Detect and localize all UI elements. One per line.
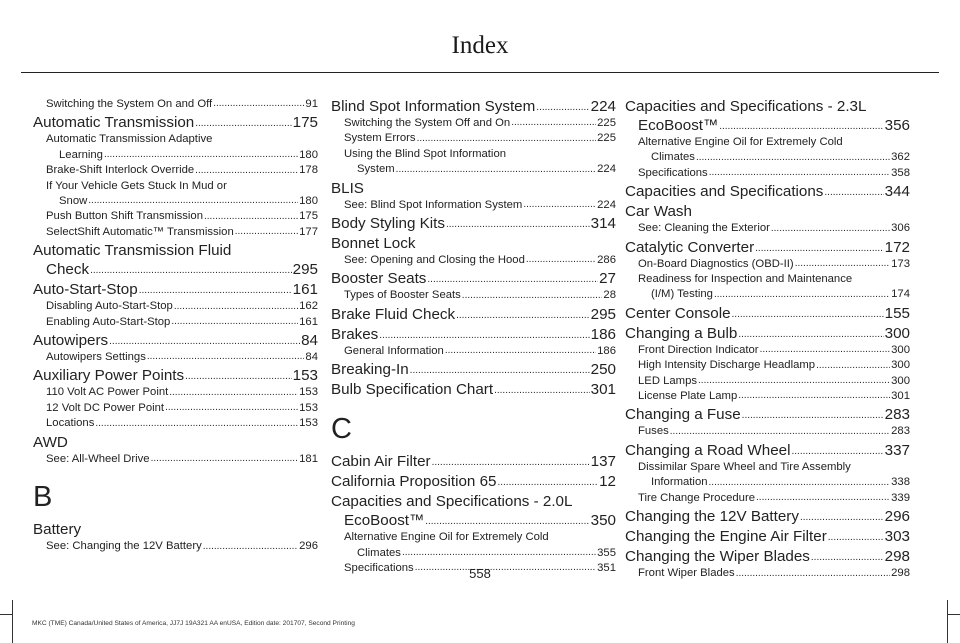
entry-title: Locations — [46, 417, 95, 430]
page-ref: 296 — [299, 540, 318, 553]
index-entry — [625, 507, 910, 526]
entry-title-line: Automatic Transmission Fluid — [33, 242, 232, 260]
entry-title: Cabin Air Filter — [331, 453, 431, 471]
dot-leader — [698, 376, 890, 386]
index-entry — [33, 225, 318, 240]
entry-title: Climates — [357, 546, 401, 559]
dot-leader — [139, 286, 292, 296]
dot-leader — [410, 366, 590, 376]
dot-leader — [425, 517, 589, 527]
page-ref: 175 — [299, 210, 318, 223]
entry-title: See: Cleaning the Exterior — [638, 222, 770, 235]
index-heading: AWD — [33, 433, 68, 451]
index-entry — [33, 209, 318, 224]
entry-title: Breaking-In — [331, 361, 409, 379]
page-ref: 180 — [299, 148, 318, 161]
entry-title: Body Styling Kits — [331, 215, 445, 233]
page-ref: 295 — [292, 261, 318, 279]
index-entry — [625, 221, 910, 236]
crop-mark — [0, 614, 12, 615]
entry-title-line: Alternative Engine Oil for Extremely Cold — [344, 531, 549, 544]
entry-title: Switching the System On and Off — [46, 98, 213, 110]
entry-title-line: Automatic Transmission Adaptive — [46, 133, 213, 146]
index-entry — [46, 194, 318, 209]
page-ref: 339 — [891, 491, 910, 504]
page-ref: 300 — [884, 324, 910, 342]
index-entry — [33, 260, 318, 279]
dot-leader — [90, 266, 292, 276]
page-ref: 298 — [891, 567, 910, 580]
index-entry — [331, 288, 616, 303]
page-ref: 186 — [597, 344, 616, 357]
page-ref: 224 — [597, 198, 616, 211]
index-entry — [625, 405, 910, 424]
page-ref: 224 — [590, 98, 616, 115]
entry-title: See: All-Wheel Drive — [46, 452, 150, 465]
dot-leader — [732, 310, 884, 320]
dot-leader — [494, 386, 590, 396]
page-ref: 283 — [891, 425, 910, 438]
page-ref: 283 — [884, 406, 910, 424]
page-ref: 225 — [597, 132, 616, 145]
dot-leader — [795, 259, 890, 269]
index-entry — [331, 269, 616, 288]
dot-leader — [824, 188, 883, 198]
entry-title: Switching the System Off and On — [344, 117, 511, 129]
dot-leader — [526, 255, 596, 265]
dot-leader — [213, 99, 304, 109]
entry-title-line: Dissimilar Spare Wheel and Tire Assembly — [638, 460, 851, 473]
page-ref: 153 — [299, 386, 318, 399]
page-ref: 180 — [299, 195, 318, 208]
index-entry — [625, 389, 910, 404]
entry-title: Enabling Auto-Start-Stop — [46, 315, 171, 328]
entry-title: Booster Seats — [331, 270, 427, 288]
page-ref: 250 — [590, 361, 616, 379]
index-entry-wrapped — [33, 241, 318, 279]
page-ref: 155 — [884, 304, 910, 322]
entry-title: System — [357, 163, 395, 176]
page-ref: 27 — [599, 270, 616, 288]
page-ref: 161 — [299, 315, 318, 328]
entry-title: EcoBoost™ — [638, 117, 719, 134]
page-ref: 28 — [603, 289, 616, 302]
dot-leader — [379, 331, 589, 341]
index-entry-wrapped — [625, 272, 910, 303]
index-entry — [625, 491, 910, 506]
entry-title: EcoBoost™ — [344, 512, 425, 530]
page-ref: 314 — [590, 215, 616, 233]
index-entry — [625, 547, 910, 566]
index-column-3 — [625, 97, 910, 582]
index-entry — [33, 452, 318, 467]
page-ref: 298 — [884, 548, 910, 566]
page-ref: 338 — [891, 476, 910, 489]
dot-leader — [402, 548, 596, 558]
entry-title: System Errors — [344, 132, 416, 145]
index-column-1 — [33, 97, 318, 555]
dot-leader — [696, 153, 890, 163]
crop-mark — [12, 600, 13, 643]
dot-leader — [235, 227, 298, 237]
index-entry — [33, 331, 318, 350]
page-ref: 173 — [891, 257, 910, 270]
dot-leader — [714, 290, 890, 300]
dot-leader — [432, 458, 590, 468]
page-ref: 350 — [590, 512, 616, 530]
entry-title: Changing a Road Wheel — [625, 441, 791, 459]
index-entry — [331, 305, 616, 324]
index-entry-wrapped — [33, 179, 318, 210]
index-heading: Bonnet Lock — [331, 235, 416, 253]
index-entry — [33, 163, 318, 178]
dot-leader — [417, 134, 597, 144]
index-heading: Car Wash — [625, 203, 692, 221]
entry-title: Catalytic Converter — [625, 238, 755, 256]
page-ref: 161 — [292, 281, 318, 299]
index-entry — [33, 280, 318, 299]
entry-title: Autowipers — [33, 332, 109, 350]
index-entry-wrapped — [625, 97, 910, 135]
page-number: 558 — [469, 566, 491, 581]
page-ref: 137 — [590, 453, 616, 471]
index-entry — [638, 475, 910, 490]
entry-title: Brake-Shift Interlock Override — [46, 164, 195, 177]
entry-title: Learning — [59, 148, 103, 161]
entry-title: Brakes — [331, 325, 379, 343]
page-ref: 91 — [305, 98, 318, 110]
entry-title-line: Capacities and Specifications - 2.3L — [625, 98, 867, 115]
entry-title: Information — [651, 476, 708, 489]
entry-title: Front Wiper Blades — [638, 567, 735, 580]
dot-leader — [800, 513, 884, 523]
entry-title: See: Blind Spot Information System — [344, 198, 523, 211]
dot-leader — [670, 427, 890, 437]
entry-title: Automatic Transmission — [33, 114, 195, 132]
entry-title-line: Readiness for Inspection and Maintenance — [638, 273, 853, 286]
entry-title: Changing the Wiper Blades — [625, 548, 810, 566]
dot-leader — [151, 454, 299, 464]
index-entry — [331, 452, 616, 471]
index-entry — [33, 385, 318, 400]
entry-title-line: Alternative Engine Oil for Extremely Cold — [638, 136, 843, 148]
entry-title: (I/M) Testing — [651, 288, 713, 301]
dot-leader — [742, 411, 884, 421]
entry-title: California Proposition 65 — [331, 473, 497, 491]
index-entry — [625, 304, 910, 323]
entry-title: Changing the 12V Battery — [625, 508, 799, 526]
page-ref: 344 — [884, 183, 910, 201]
dot-leader — [709, 478, 891, 488]
page-ref: 175 — [292, 114, 318, 132]
entry-title: Types of Booster Seats — [344, 289, 461, 302]
page-ref: 225 — [597, 117, 616, 129]
dot-leader — [828, 533, 884, 543]
dot-leader — [104, 150, 298, 160]
index-entry — [33, 97, 318, 112]
dot-leader — [174, 302, 298, 312]
entry-title: Fuses — [638, 425, 669, 438]
index-entry — [331, 131, 616, 146]
entry-title: See: Changing the 12V Battery — [46, 540, 202, 553]
page-ref: 162 — [299, 300, 318, 313]
section-letter: C — [331, 413, 352, 446]
page-ref: 84 — [305, 351, 318, 364]
dot-leader — [95, 419, 298, 429]
index-entry — [625, 238, 910, 257]
index-entry — [625, 257, 910, 272]
index-entry — [625, 324, 910, 343]
page-ref: 362 — [891, 151, 910, 164]
section-letter: B — [33, 481, 53, 514]
dot-leader — [88, 196, 298, 206]
dot-leader — [427, 275, 598, 285]
index-entry — [625, 116, 910, 135]
dot-leader — [816, 361, 890, 371]
index-entry — [344, 162, 616, 177]
index-entry — [625, 343, 910, 358]
crop-mark — [947, 600, 948, 643]
entry-title: Changing a Fuse — [625, 406, 741, 424]
entry-title-line: Capacities and Specifications - 2.0L — [331, 493, 573, 511]
index-entry-wrapped — [331, 492, 616, 530]
page-ref: 301 — [590, 381, 616, 399]
index-entry — [344, 546, 616, 561]
dot-leader — [195, 166, 298, 176]
page-ref: 224 — [597, 163, 616, 176]
index-entry — [331, 97, 616, 116]
page-ref: 178 — [299, 164, 318, 177]
dot-leader — [497, 478, 598, 488]
index-entry-wrapped — [625, 135, 910, 166]
dot-leader — [738, 330, 883, 340]
dot-leader — [523, 200, 596, 210]
index-entry — [625, 182, 910, 201]
index-entry — [331, 511, 616, 530]
dot-leader — [396, 165, 596, 175]
dot-leader — [760, 345, 891, 355]
page-ref: 181 — [299, 452, 318, 465]
entry-title: License Plate Lamp — [638, 390, 738, 403]
index-entry — [33, 401, 318, 416]
index-entry — [33, 539, 318, 554]
page-ref: 306 — [891, 222, 910, 235]
dot-leader — [204, 212, 298, 222]
entry-title: Capacities and Specifications — [625, 183, 824, 201]
page-ref: 174 — [891, 288, 910, 301]
page-ref: 355 — [597, 546, 616, 559]
page-ref: 12 — [599, 473, 616, 491]
index-entry — [33, 113, 318, 132]
entry-title: Front Direction Indicator — [638, 343, 759, 356]
index-entry — [331, 214, 616, 233]
entry-title: Changing the Engine Air Filter — [625, 528, 827, 546]
index-entry — [33, 350, 318, 365]
dot-leader — [169, 388, 298, 398]
page-ref: 351 — [597, 562, 616, 575]
entry-title: High Intensity Discharge Headlamp — [638, 359, 816, 372]
index-entry — [33, 366, 318, 385]
page-ref: 356 — [884, 117, 910, 134]
index-entry — [331, 344, 616, 359]
index-entry — [625, 166, 910, 181]
entry-title: Blind Spot Information System — [331, 98, 536, 115]
entry-title: Changing a Bulb — [625, 324, 738, 342]
dot-leader — [147, 352, 305, 362]
entry-title: Check — [46, 261, 90, 279]
dot-leader — [195, 119, 291, 129]
entry-title-line: If Your Vehicle Gets Stuck In Mud or — [46, 179, 227, 192]
dot-leader — [536, 103, 589, 113]
entry-title: Climates — [651, 151, 695, 164]
entry-title: Tire Change Procedure — [638, 491, 756, 504]
dot-leader — [109, 337, 300, 347]
page-ref: 172 — [884, 238, 910, 256]
page-ref: 84 — [301, 332, 318, 350]
index-entry-wrapped — [625, 460, 910, 491]
index-entry — [33, 315, 318, 330]
index-entry — [331, 325, 616, 344]
entry-title: Auxiliary Power Points — [33, 367, 185, 385]
dot-leader — [771, 224, 890, 234]
index-entry — [46, 148, 318, 163]
dot-leader — [171, 317, 298, 327]
index-entry — [625, 358, 910, 373]
dot-leader — [709, 168, 890, 178]
dot-leader — [738, 391, 890, 401]
index-entry — [331, 253, 616, 268]
page-ref: 337 — [884, 441, 910, 459]
index-entry — [638, 150, 910, 165]
index-entry — [638, 287, 910, 302]
dot-leader — [755, 244, 884, 254]
entry-title: Center Console — [625, 304, 731, 322]
entry-title: Specifications — [638, 166, 708, 179]
index-heading: BLIS — [331, 179, 364, 197]
page-ref: 300 — [891, 374, 910, 387]
dot-leader — [811, 553, 884, 563]
page-ref: 153 — [299, 417, 318, 430]
dot-leader — [203, 542, 298, 552]
crop-mark — [948, 614, 960, 615]
page-ref: 295 — [590, 305, 616, 323]
dot-leader — [511, 118, 596, 128]
entry-title: General Information — [344, 344, 444, 357]
dot-leader — [445, 346, 596, 356]
page-ref: 301 — [891, 390, 910, 403]
entry-title-line: Using the Blind Spot Information — [344, 147, 507, 160]
page-title: Index — [451, 32, 509, 59]
dot-leader — [791, 447, 883, 457]
index-entry — [331, 360, 616, 379]
entry-title: Bulb Specification Chart — [331, 381, 494, 399]
header-divider — [21, 72, 939, 73]
index-entry-wrapped — [33, 132, 318, 163]
index-entry — [33, 299, 318, 314]
dot-leader — [185, 372, 292, 382]
page-ref: 186 — [590, 325, 616, 343]
entry-title: Snow — [59, 195, 88, 208]
page-ref: 296 — [884, 508, 910, 526]
index-entry — [331, 472, 616, 491]
index-column-2 — [331, 97, 616, 576]
entry-title: 12 Volt DC Power Point — [46, 401, 165, 414]
dot-leader — [719, 122, 883, 132]
entry-title: 110 Volt AC Power Point — [46, 386, 169, 399]
page-ref: 177 — [299, 225, 318, 238]
dot-leader — [756, 493, 890, 503]
index-entry-wrapped — [331, 147, 616, 178]
index-entry — [625, 527, 910, 546]
dot-leader — [446, 220, 590, 230]
page-ref: 153 — [299, 401, 318, 414]
index-entry-wrapped — [331, 530, 616, 561]
page-ref: 303 — [884, 528, 910, 546]
dot-leader — [165, 403, 298, 413]
index-entry — [625, 441, 910, 460]
index-heading: Battery — [33, 521, 82, 539]
index-entry — [331, 116, 616, 131]
page-ref: 286 — [597, 254, 616, 267]
entry-title: SelectShift Automatic™ Transmission — [46, 225, 234, 238]
entry-title: Autowipers Settings — [46, 351, 146, 364]
index-entry — [331, 380, 616, 399]
entry-title: See: Opening and Closing the Hood — [344, 254, 525, 267]
dot-leader — [462, 291, 603, 301]
dot-leader — [456, 311, 590, 321]
entry-title: Auto-Start-Stop — [33, 281, 138, 299]
entry-title: LED Lamps — [638, 374, 698, 387]
entry-title: Specifications — [344, 562, 414, 575]
page-ref: 153 — [292, 367, 318, 385]
entry-title: On-Board Diagnostics (OBD-II) — [638, 257, 794, 270]
entry-title: Disabling Auto-Start-Stop — [46, 300, 173, 313]
entry-title: Brake Fluid Check — [331, 305, 456, 323]
entry-title: Push Button Shift Transmission — [46, 210, 203, 223]
page-ref: 358 — [891, 166, 910, 179]
footer-edition-text: MKC (TME) Canada/United States of America, JJ7J 19A321 AA enUSA, Edition date: 201707, Second Printing — [32, 620, 355, 627]
page-ref: 300 — [891, 343, 910, 356]
index-entry — [625, 424, 910, 439]
index-entry — [33, 416, 318, 431]
index-entry — [331, 198, 616, 213]
page-ref: 300 — [891, 359, 910, 372]
index-entry — [625, 374, 910, 389]
